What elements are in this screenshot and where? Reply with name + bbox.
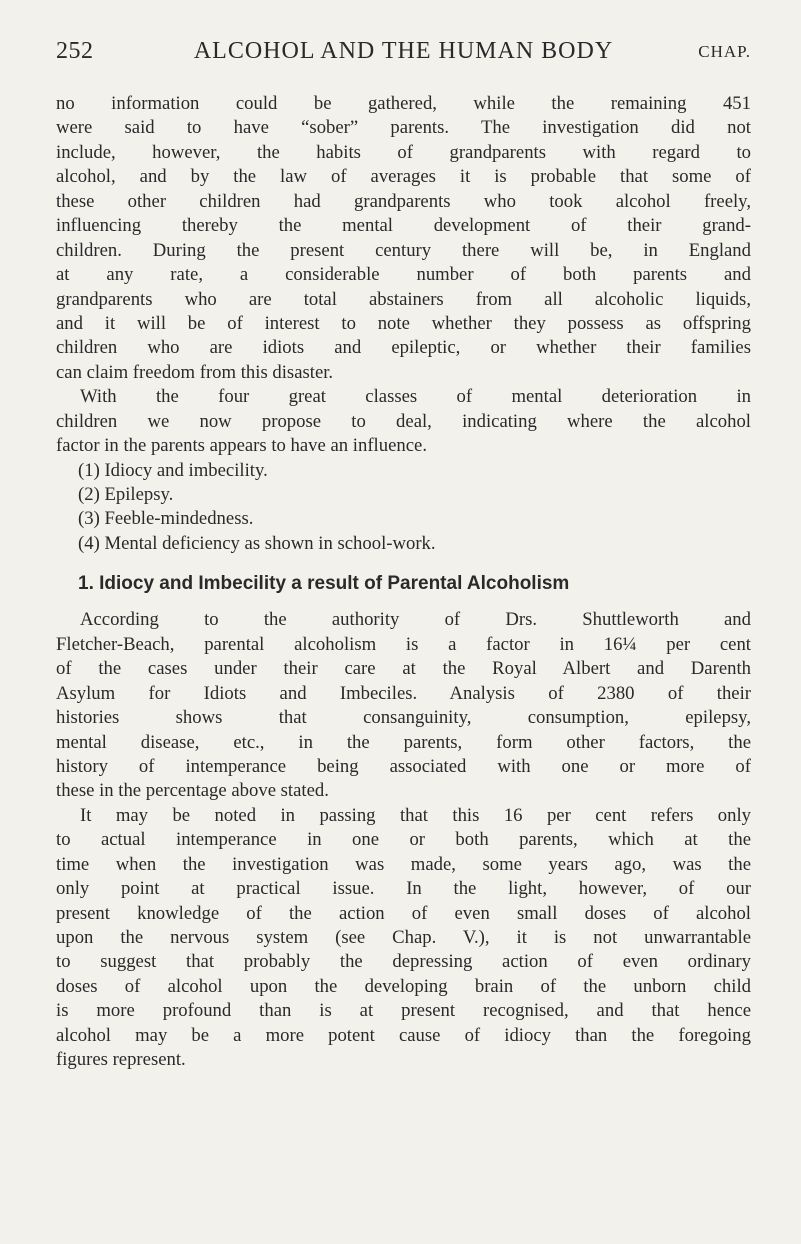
paragraph-4: [56, 804, 751, 1073]
text-line: can claim freedom from this disaster.: [56, 361, 334, 383]
text-line: of the cases under their care at the Royal Albert and Darenth: [56, 658, 751, 680]
paragraph-2: [56, 385, 751, 458]
text-line: history of intemperance being associated with one or more of: [56, 755, 751, 777]
running-title: ALCOHOL AND THE HUMAN BODY: [193, 38, 614, 64]
text-line: Fletcher-Beach, parental alcoholism is a factor in 16¼ per cent: [56, 633, 751, 655]
running-head: [56, 38, 751, 68]
text-line: to suggest that probably the depressing action of even ordinary: [56, 951, 751, 973]
text-line: With the four great classes of mental deterioration in: [80, 386, 751, 408]
text-line: influencing thereby the mental development of their grand-: [56, 215, 751, 237]
text-line: mental disease, etc., in the parents, form other factors, the: [56, 731, 751, 753]
list-item: (1) Idiocy and imbecility.: [78, 459, 268, 481]
text-line: upon the nervous system (see Chap. V.), it is not unwarrantable: [56, 927, 751, 948]
text-line: alcohol may be a more potent cause of idiocy than the foregoing: [56, 1024, 751, 1046]
text-line: to actual intemperance in one or both parents, which at the: [56, 829, 751, 851]
text-line: children we now propose to deal, indicating where the alcohol: [56, 410, 751, 432]
text-line: and it will be of interest to note whether they possess as offspring: [56, 312, 751, 334]
text-line: these in the percentage above stated.: [56, 780, 329, 802]
text-line: factor in the parents appears to have an influence.: [56, 435, 427, 457]
text-line: histories shows that consanguinity, consumption, epilepsy,: [56, 707, 751, 729]
text-line: only point at practical issue. In the light, however, of our: [56, 878, 751, 900]
text-line: According to the authority of Drs. Shuttleworth and: [80, 609, 751, 631]
text-line: figures represent.: [56, 1049, 186, 1071]
text-line: include, however, the habits of grandparents with regard to: [56, 141, 751, 163]
text-line: were said to have “sober” parents. The investigation did not: [56, 117, 751, 139]
page-body: [56, 92, 751, 1073]
paragraph-3: [56, 608, 751, 804]
text-line: grandparents who are total abstainers from all alcoholic liquids,: [56, 288, 751, 310]
paragraph-1: [56, 92, 751, 385]
text-line: time when the investigation was made, some years ago, was the: [56, 853, 751, 875]
text-line: children. During the present century there will be, in England: [56, 239, 751, 261]
text-line: alcohol, and by the law of averages it is probable that some of: [56, 166, 751, 188]
list-item: (4) Mental deficiency as shown in school-work.: [78, 532, 436, 554]
list-item: (3) Feeble-mindedness.: [78, 508, 254, 530]
text-line: at any rate, a considerable number of both parents and: [56, 264, 751, 286]
classes-list: [56, 459, 751, 557]
list-item: (2) Epilepsy.: [78, 484, 174, 505]
text-line: is more profound than is at present recognised, and that hence: [56, 1000, 751, 1022]
text-line: these other children had grandparents who took alcohol freely,: [56, 190, 751, 212]
text-line: doses of alcohol upon the developing brain of the unborn child: [56, 975, 751, 997]
chapter-label: CHAP.: [698, 42, 751, 61]
text-line: present knowledge of the action of even small doses of alcohol: [56, 902, 751, 924]
text-line: It may be noted in passing that this 16 per cent refers only: [80, 804, 751, 826]
text-line: Asylum for Idiots and Imbeciles. Analysis of 2380 of their: [56, 682, 751, 704]
text-line: children who are idiots and epileptic, or whether their families: [56, 337, 751, 359]
section-heading: 1. Idiocy and Imbecility a result of Parental Alcoholism: [78, 573, 570, 595]
page-number: 252: [56, 38, 94, 64]
text-line: no information could be gathered, while the remaining 451: [56, 93, 751, 114]
